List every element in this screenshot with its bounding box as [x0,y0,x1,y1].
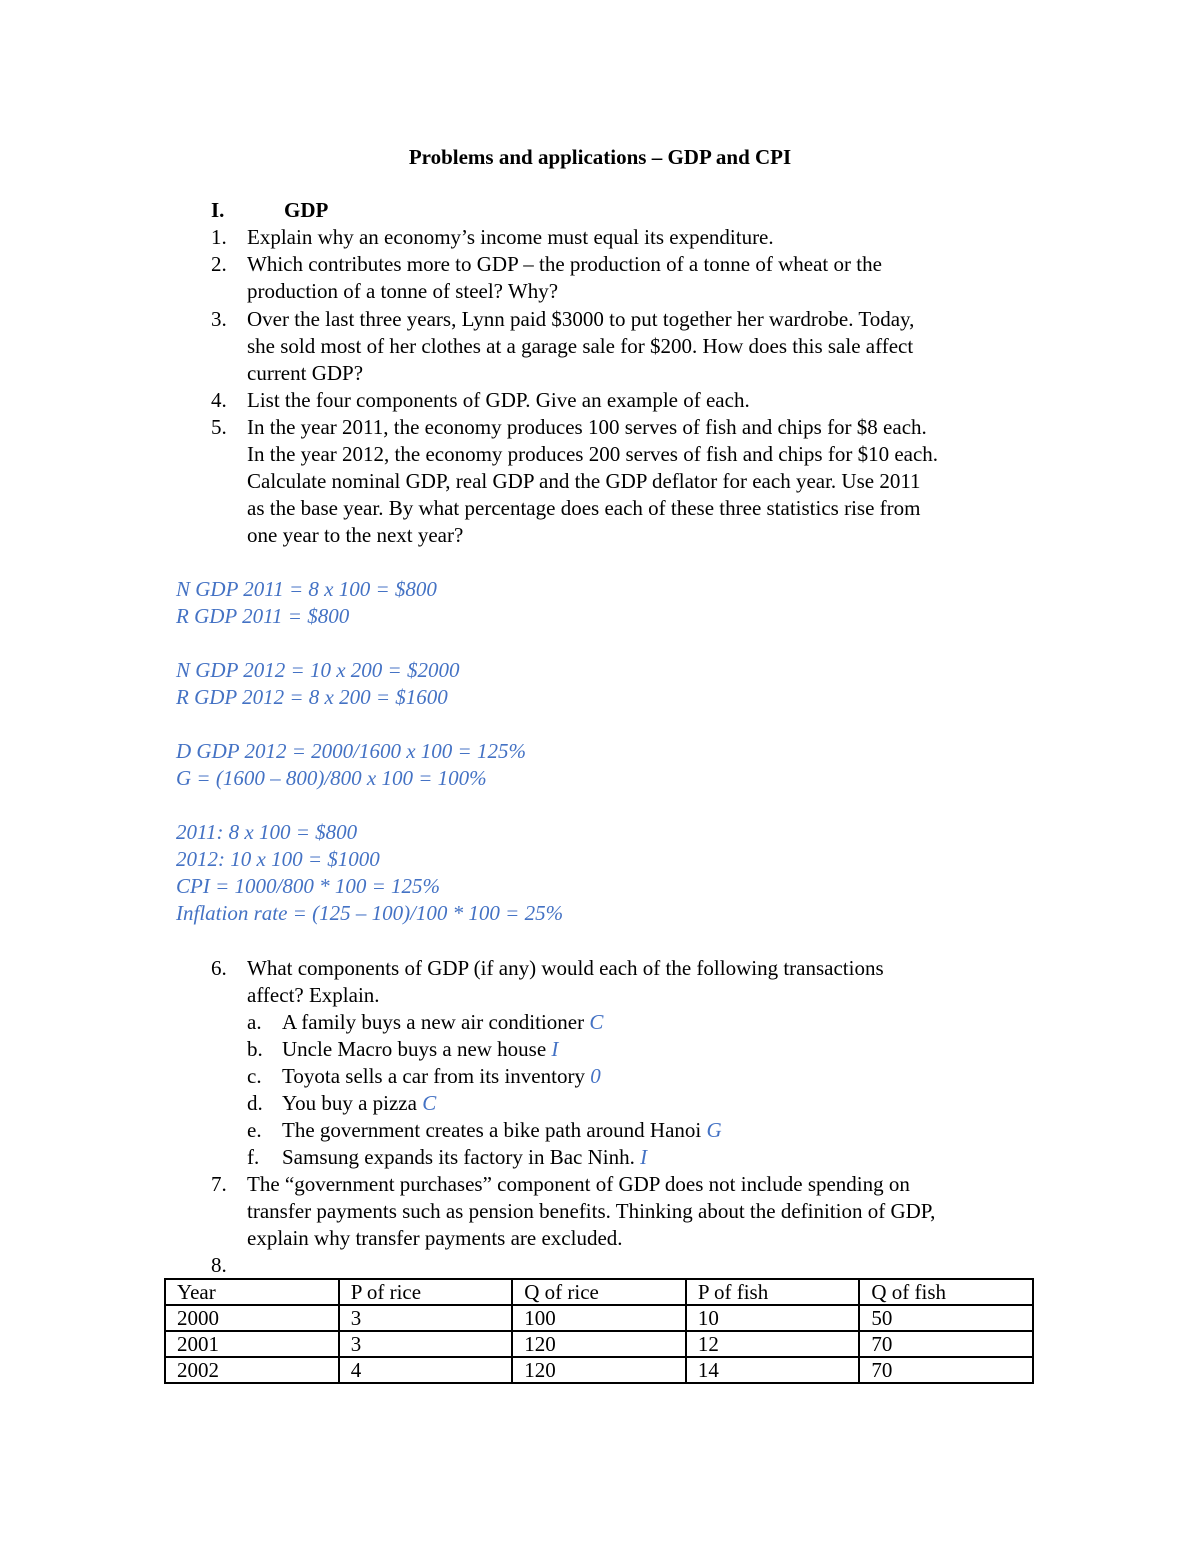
answer-line: G = (1600 – 800)/800 x 100 = 100% [176,766,487,790]
sub-item-answer: G [706,1118,722,1142]
table-cell: 2001 [165,1331,339,1357]
sub-item-answer: I [640,1145,648,1169]
item-letter: a. [247,1010,262,1034]
sub-item-text: Toyota sells a car from its inventory [282,1064,585,1088]
answer-line: CPI = 1000/800 * 100 = 125% [176,874,440,898]
answer-line: D GDP 2012 = 2000/1600 x 100 = 125% [176,739,526,763]
table-cell: 3 [339,1331,513,1357]
question-6-text: affect? Explain. [247,983,380,1007]
answer-line: N GDP 2011 = 8 x 100 = $800 [176,577,437,601]
answer-line: R GDP 2011 = $800 [176,604,350,628]
question-7-number: 7. [211,1172,227,1196]
question-2-number: 2. [211,252,227,276]
table-cell: 100 [512,1305,686,1331]
answer-line: 2012: 10 x 100 = $1000 [176,847,380,871]
table-cell: 14 [686,1357,860,1383]
question-3-number: 3. [211,307,227,331]
sub-item-text: The government creates a bike path around Hanoi [282,1118,702,1142]
sub-item-answer: 0 [590,1064,601,1088]
table-cell: 3 [339,1305,513,1331]
question-5-text: one year to the next year? [247,523,464,547]
item-letter: b. [247,1037,263,1061]
question-5-text: In the year 2012, the economy produces 200 serves of fish and chips for $10 each. [247,442,939,466]
answer-line: R GDP 2012 = 8 x 200 = $1600 [176,685,448,709]
sub-item-text: You buy a pizza [282,1091,417,1115]
section-heading: GDP [284,198,329,222]
sub-item [282,1036,558,1063]
sub-item [282,1090,436,1117]
question-3-text: Over the last three years, Lynn paid $3000 to put together her wardrobe. Today, [247,307,915,331]
question-6-number: 6. [211,956,227,980]
section-number: I. [211,198,225,222]
table-row [165,1331,1033,1357]
question-5-text: Calculate nominal GDP, real GDP and the GDP deflator for each year. Use 2011 [247,469,921,493]
sub-item [282,1144,647,1171]
table-header-cell: Year [165,1279,339,1305]
item-letter: e. [247,1118,262,1142]
answer-line: Inflation rate = (125 – 100)/100 * 100 = 25% [176,901,564,925]
table-header-cell: P of rice [339,1279,513,1305]
sub-item-text: Samsung expands its factory in Bac Ninh. [282,1145,635,1169]
question-4-number: 4. [211,388,227,412]
question-2-text: production of a tonne of steel? Why? [247,279,559,303]
question-7-text: transfer payments such as pension benefits. Thinking about the definition of GDP, [247,1199,936,1223]
sub-item-text: Uncle Macro buys a new house [282,1037,547,1061]
sub-item [282,1117,722,1144]
table-cell: 70 [859,1357,1033,1383]
table-cell: 2002 [165,1357,339,1383]
question-5-number: 5. [211,415,227,439]
sub-item [282,1009,603,1036]
item-letter: f. [247,1145,260,1169]
table-cell: 50 [859,1305,1033,1331]
table-cell: 10 [686,1305,860,1331]
table-header-row [165,1279,1033,1305]
sub-item-answer: C [422,1091,437,1115]
question-3-text: she sold most of her clothes at a garage sale for $200. How does this sale affect [247,334,914,358]
question-3-text: current GDP? [247,361,364,385]
question-7-text: explain why transfer payments are excluded. [247,1226,623,1250]
question-1-number: 1. [211,225,227,249]
question-5-text: In the year 2011, the economy produces 100 serves of fish and chips for $8 each. [247,415,927,439]
table-header-cell: Q of rice [512,1279,686,1305]
data-table [164,1278,1034,1384]
table-cell: 120 [512,1357,686,1383]
question-6-text: What components of GDP (if any) would each of the following transactions [247,956,884,980]
table-row [165,1305,1033,1331]
item-letter: c. [247,1064,262,1088]
sub-item-answer: C [589,1010,604,1034]
answer-line: N GDP 2012 = 10 x 200 = $2000 [176,658,460,682]
question-4-text: List the four components of GDP. Give an example of each. [247,388,750,412]
question-2-text: Which contributes more to GDP – the production of a tonne of wheat or the [247,252,882,276]
sub-item-answer: I [551,1037,559,1061]
table-row [165,1357,1033,1383]
item-letter: d. [247,1091,263,1115]
table-header-cell: Q of fish [859,1279,1033,1305]
sub-item [282,1063,601,1090]
table-cell: 4 [339,1357,513,1383]
table-cell: 12 [686,1331,860,1357]
question-1-text: Explain why an economy’s income must equal its expenditure. [247,225,774,249]
question-8-number: 8. [211,1253,227,1277]
question-5-text: as the base year. By what percentage does each of these three statistics rise from [247,496,921,520]
table-cell: 2000 [165,1305,339,1331]
sub-item-text: A family buys a new air conditioner [282,1010,585,1034]
table-cell: 70 [859,1331,1033,1357]
answer-line: 2011: 8 x 100 = $800 [176,820,358,844]
page-title: Problems and applications – GDP and CPI [408,145,792,169]
question-7-text: The “government purchases” component of GDP does not include spending on [247,1172,910,1196]
table-cell: 120 [512,1331,686,1357]
table-header-cell: P of fish [686,1279,860,1305]
